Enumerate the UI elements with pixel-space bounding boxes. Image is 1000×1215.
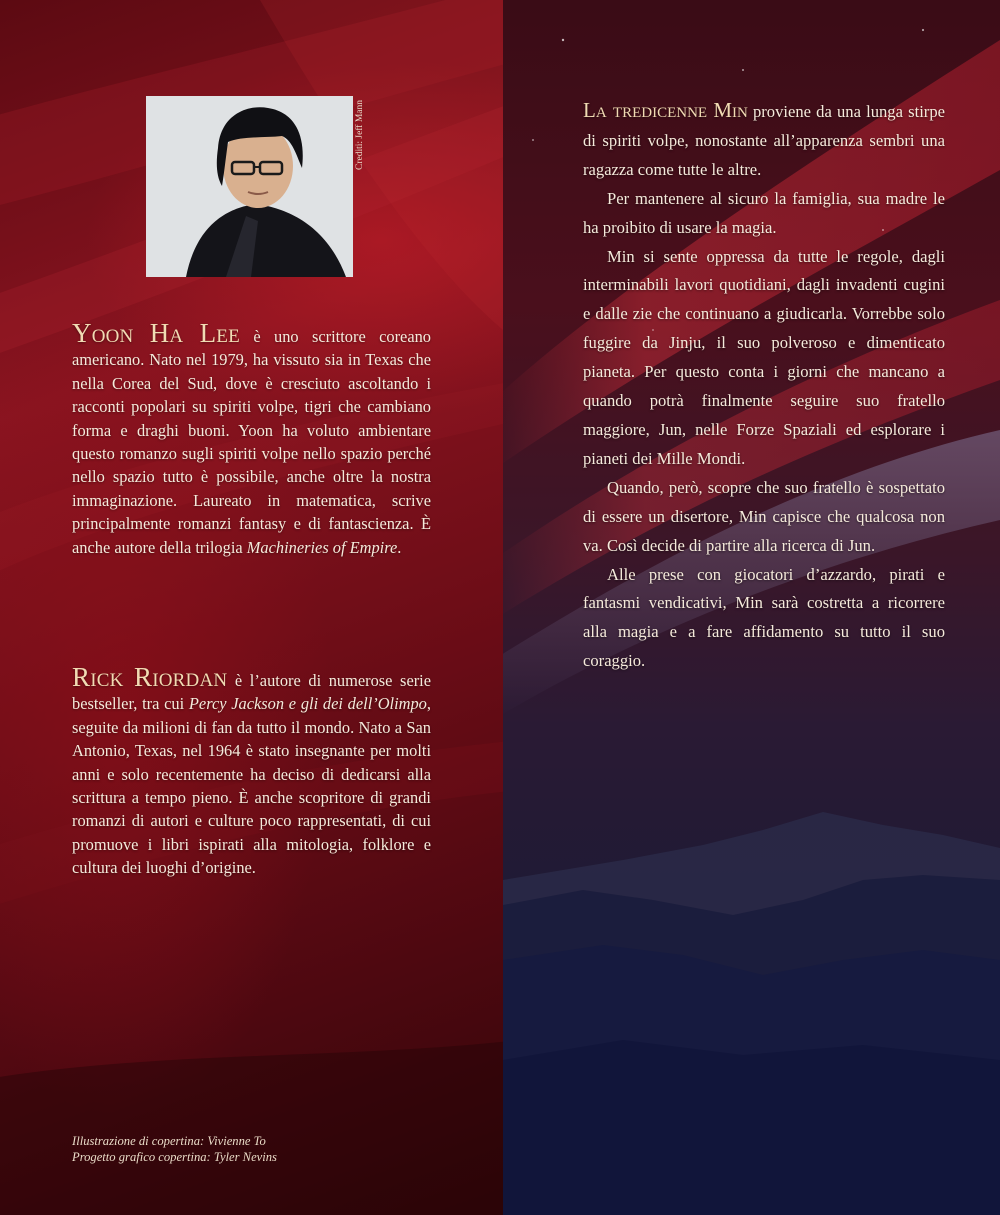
bio-text: è l’autore di numerose serie bestseller, tra cui: [72, 671, 432, 714]
synopsis-paragraph: Per mantenere al sicuro la famiglia, sua madre le ha proibito di usare la magia.: [583, 188, 945, 237]
cover-credits: [72, 1133, 432, 1165]
series-title: Percy Jackson e gli dei dell’Olimpo: [188, 694, 427, 714]
synopsis-paragraph: [583, 96, 945, 185]
synopsis-paragraph: Min si sente oppressa da tutte le regole, dagli interminabili lavori quotidiani, dagli invadenti cugini e dalle zie che continuano a giudicarla. Vorrebbe solo fuggire da Jinju, il suo polveroso e dimenticato pianeta. Per questo conta i giorni che mancano a quando potrà finalmente seguire suo fratello maggiore, Jun, nelle Forze Spaziali ed esplorare i pianeti dei Mille Mondi.: [583, 246, 945, 468]
book-title: Machineries of Empire: [246, 537, 398, 557]
bio-text-end: , seguite da milioni di fan da tutto il mondo. Nato a San Antonio, Texas, nel 1964 è stato insegnante per molti anni e solo recentemente ha deciso di dedicarsi alla scrittura a tempo pieno. È anche scopritore di grandi romanzi di autori e culture poco rappresentati, di cui promuove i libri ispirati alla mitologia, folklore e cultura dei luoghi d’origine.: [72, 694, 431, 878]
author-bio-yoon-ha-lee: [72, 318, 431, 559]
author-bio-rick-riordan: [72, 662, 432, 880]
bio-text-end: .: [397, 537, 402, 557]
design-credit: Progetto grafico copertina: Tyler Nevins: [72, 1150, 277, 1164]
synopsis-paragraph: Alle prese con giocatori d’azzardo, pirati e fantasmi vendicativi, Min sarà costretta a ricorrere alla magia e a fare affidamento su tutto il suo coraggio.: [583, 564, 945, 671]
illustration-credit: Illustrazione di copertina: Vivienne To: [72, 1134, 266, 1148]
author-name: Yoon Ha Lee: [72, 318, 240, 348]
bio-text: è uno scrittore coreano americano. Nato nel 1979, ha vissuto sia in Texas che nella Corea del Sud, dove è cresciuto ascoltando i racconti popolari su spiriti volpe, tigri che cambiano forma e draghi buoni. Yoon ha voluto ambientare questo romanzo sugli spiriti volpe nello spazio perché nello spazio tutto è possibile, anche oltre la nostra immaginazione. Laureato in matematica, scrive principalmente romanzi fantasy e di fantascienza. È anche autore della trilogia: [72, 327, 431, 557]
author-photo: [146, 96, 353, 277]
author-portrait-image: [146, 96, 353, 277]
front-flap: [503, 0, 1000, 1215]
synopsis-paragraph: Quando, però, scopre che suo fratello è sospettato di essere un disertore, Min capisce che qualcosa non va. Così decide di partire alla ricerca di Jun.: [583, 477, 945, 555]
photo-credit: Crediti: Jeff Mann: [355, 100, 365, 171]
synopsis-text: proviene da una lunga stirpe di spiriti volpe, nonostante all’apparenza sembri una ragazza come tutte le altre.: [583, 102, 945, 179]
book-synopsis: [583, 96, 945, 676]
author-name: Rick Riordan: [72, 662, 228, 692]
synopsis-lead: La tredicenne Min: [583, 98, 748, 122]
